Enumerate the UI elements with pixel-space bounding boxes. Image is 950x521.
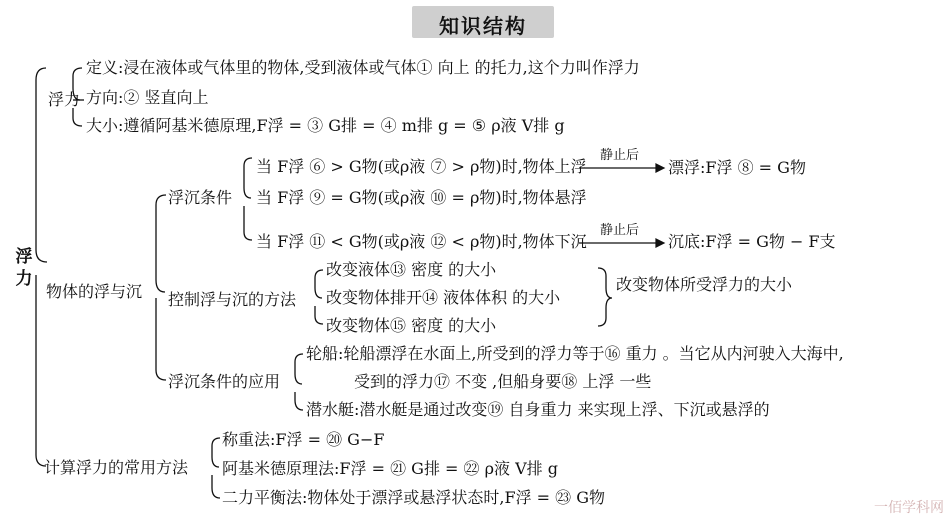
arrow-label-sinking: 静止后: [600, 223, 640, 238]
control-label: 控制浮与沉的方法: [168, 290, 297, 309]
method-weighing: 称重法:F浮 = ⑳ G−F: [222, 430, 385, 449]
buoyancy-magnitude: 大小:遵循阿基米德原理,F浮 = ③ G排 = ④ m排 g = ⑤ ρ液 V排 g: [86, 116, 565, 135]
application-submarine: 潜水艇:潜水艇是通过改变⑲ 自身重力 来实现上浮、下沉或悬浮的: [306, 400, 770, 419]
application-ship-continued: 受到的浮力⑰ 不变 ,但船身要⑱ 上浮 一些: [354, 372, 652, 391]
condition-sinking: 当 F浮 ⑪ < G物(或ρ液 ⑫ < ρ物)时,物体下沉: [256, 232, 587, 251]
control-item: 改变物体⑮ 密度 的大小: [326, 316, 497, 335]
method-balance: 二力平衡法:物体处于漂浮或悬浮状态时,F浮 = ㉓ G物: [222, 488, 606, 507]
root-node: 浮力: [15, 247, 33, 289]
condition-sinking-result: 沉底:F浮 = G物 − F支: [668, 232, 836, 251]
branch-float-sink: 物体的浮与沉: [46, 282, 143, 301]
watermark: 一佰学科网: [874, 500, 944, 516]
condition-suspended: 当 F浮 ⑨ = G物(或ρ液 ⑩ = ρ物)时,物体悬浮: [256, 188, 587, 207]
arrow-label-rising: 静止后: [600, 148, 640, 163]
condition-rising: 当 F浮 ⑥ > G物(或ρ液 ⑦ > ρ物)时,物体上浮: [256, 157, 587, 176]
control-item: 改变物体排开⑭ 液体体积 的大小: [326, 288, 561, 307]
buoyancy-definition: 定义:浸在液体或气体里的物体,受到液体或气体① 向上 的托力,这个力叫作浮力: [86, 58, 640, 77]
buoyancy-direction: 方向:② 竖直向上: [86, 88, 209, 107]
branch-methods: 计算浮力的常用方法: [44, 458, 189, 477]
control-item: 改变液体⑬ 密度 的大小: [326, 260, 497, 279]
applications-label: 浮沉条件的应用: [168, 372, 281, 391]
control-summary: 改变物体所受浮力的大小: [616, 275, 793, 294]
branch-buoyancy: 浮力: [48, 90, 81, 109]
conditions-label: 浮沉条件: [168, 188, 233, 207]
application-ship: 轮船:轮船漂浮在水面上,所受到的浮力等于⑯ 重力 。当它从内河驶入大海中,: [306, 344, 844, 363]
condition-rising-result: 漂浮:F浮 ⑧ = G物: [668, 158, 806, 177]
method-archimedes: 阿基米德原理法:F浮 = ㉑ G排 = ㉒ ρ液 V排 g: [222, 459, 558, 478]
page-title: 知识结构: [439, 14, 527, 38]
